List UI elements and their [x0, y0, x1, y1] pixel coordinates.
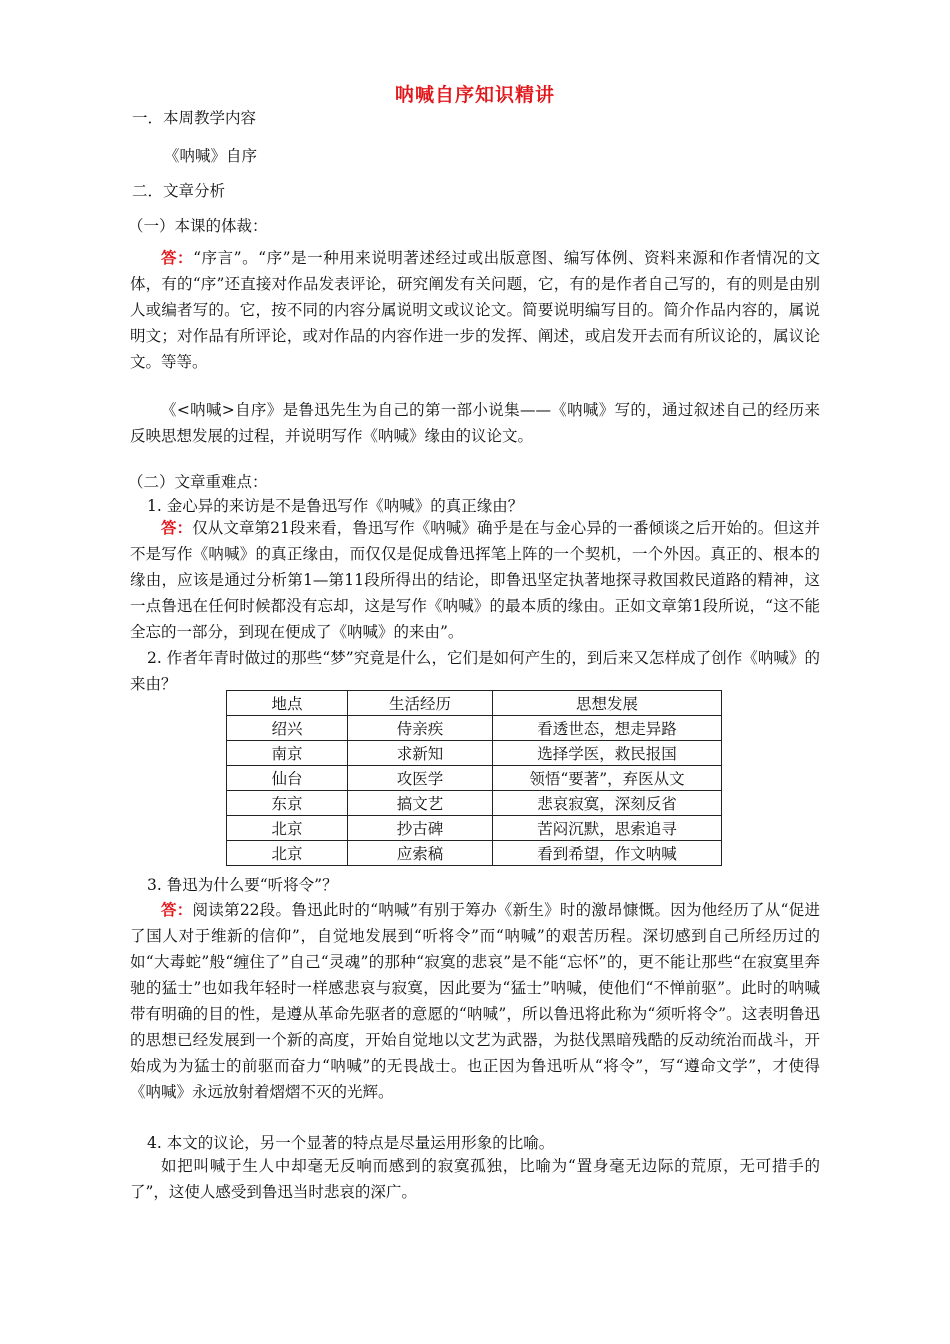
table-row	[227, 791, 722, 816]
table-header-row	[227, 691, 722, 716]
page-title: 呐喊自序知识精讲	[394, 84, 555, 106]
table-cell: 看透世态，想走异路	[493, 716, 722, 741]
table-row	[227, 816, 722, 841]
table-cell: 悲哀寂寞，深刻反省	[493, 791, 722, 816]
answer-label: 答：	[161, 249, 194, 267]
table-header-cell: 思想发展	[493, 691, 722, 716]
subsection-1-heading: （一）本课的体裁：	[128, 217, 268, 235]
table-cell: 北京	[227, 841, 348, 866]
table-cell: 选择学医，救民报国	[493, 741, 722, 766]
table-row	[227, 766, 722, 791]
genre-answer-text: “序言”。“序”是一种用来说明著述经过或出版意图、编写体例、资料来源和作者情况的文体，有的“序”还直接对作品发表评论，研究阐发有关问题，它，有的是作者自己写的，有的则是由别人或编者写的。它，按不同的内容分属说明文或议论文。简要说明编写目的。简介作品内容的，属说明文；对作品有所评论，或对作品的内容作进一步的发挥、阐述，或启发开去而有所议论的，属议论文。等等。	[130, 249, 820, 371]
genre-answer-paragraph	[130, 245, 820, 375]
table-cell: 侍亲疾	[348, 716, 493, 741]
section-1-content: 《呐喊》自序	[164, 147, 258, 165]
question-4-text: 如把叫喊于生人中却毫无反响而感到的寂寞孤独，比喻为“置身毫无边际的荒原，无可措手的了”，这使人感受到鲁迅当时悲哀的深广。	[130, 1157, 820, 1201]
table-cell: 南京	[227, 741, 348, 766]
experience-table	[226, 690, 722, 866]
table-row	[227, 741, 722, 766]
subsection-2-heading: （二）文章重难点：	[128, 473, 268, 491]
table-row	[227, 841, 722, 866]
question-1: 1. 金心异的来访是不是鲁迅写作《呐喊》的真正缘由？	[147, 497, 524, 515]
table-row	[227, 716, 722, 741]
question-2: 2. 作者年青时做过的那些“梦”究竟是什么，它们是如何产生的，到后来又怎样成了创作《呐喊》的来由？	[130, 649, 820, 693]
table-cell: 搞文艺	[348, 791, 493, 816]
table-cell: 看到希望，作文呐喊	[493, 841, 722, 866]
table-cell: 东京	[227, 791, 348, 816]
section-2-heading: 二．文章分析	[132, 182, 226, 200]
table-cell: 北京	[227, 816, 348, 841]
table-cell: 攻医学	[348, 766, 493, 791]
table-header-cell: 生活经历	[348, 691, 493, 716]
question-3: 3. 鲁迅为什么要“听将令”？	[147, 876, 338, 894]
table-cell: 求新知	[348, 741, 493, 766]
preface-note-paragraph: 《<呐喊>自序》是鲁迅先生为自己的第一部小说集——《呐喊》写的，通过叙述自己的经历来反映思想发展的过程，并说明写作《呐喊》缘由的议论文。	[130, 401, 820, 445]
table-cell: 抄古碑	[348, 816, 493, 841]
answer-label: 答：	[161, 901, 193, 919]
section-1-heading: 一．本周教学内容	[132, 109, 257, 127]
table-header-cell: 地点	[227, 691, 348, 716]
table-cell: 应索稿	[348, 841, 493, 866]
table-cell: 苦闷沉默，思索追寻	[493, 816, 722, 841]
question-1-answer	[130, 515, 820, 645]
table-cell: 仙台	[227, 766, 348, 791]
answer-label: 答：	[161, 519, 193, 537]
question-1-answer-text: 仅从文章第21段来看，鲁迅写作《呐喊》确乎是在与金心异的一番倾谈之后开始的。但这并不是写作《呐喊》的真正缘由，而仅仅是促成鲁迅挥笔上阵的一个契机，一个外因。真正的、根本的缘由，应该是通过分析第1—第11段所得出的结论，即鲁迅坚定执著地探寻救国救民道路的精神，这一点鲁迅在任何时候都没有忘却，这是写作《呐喊》的最本质的缘由。正如文章第1段所说，“这不能全忘的一部分，到现在便成了《呐喊》的来由”。	[130, 519, 820, 641]
table-cell: 绍兴	[227, 716, 348, 741]
table-cell: 领悟“要著”，弃医从文	[493, 766, 722, 791]
question-3-answer	[130, 897, 820, 1105]
question-3-answer-text: 阅读第22段。鲁迅此时的“呐喊”有别于筹办《新生》时的激昂慷慨。因为他经历了从“促进了国人对于维新的信仰”，自觉地发展到“听将令”而“呐喊”的艰苦历程。深切感到自己所经历过的如“大毒蛇”般“缠住了”自己“灵魂”的那种“寂寞的悲哀”是不能“忘怀”的，更不能让那些“在寂寞里奔驰的猛士”也如我年轻时一样感悲哀与寂寞，因此要为“猛士”呐喊，使他们“不惮前驱”。此时的呐喊带有明确的目的性，是遵从革命先驱者的意愿的“呐喊”，所以鲁迅将此称为“须听将令”。这表明鲁迅的思想已经发展到一个新的高度，开始自觉地以文艺为武器，为挞伐黑暗残酷的反动统治而战斗，开始成为为猛士的前驱而奋力“呐喊”的无畏战士。也正因为鲁迅听从“将令”，写“遵命文学”，才使得《呐喊》永远放射着熠熠不灭的光辉。	[130, 901, 820, 1101]
question-4: 4. 本文的议论，另一个显著的特点是尽量运用形象的比喻。	[147, 1134, 555, 1152]
